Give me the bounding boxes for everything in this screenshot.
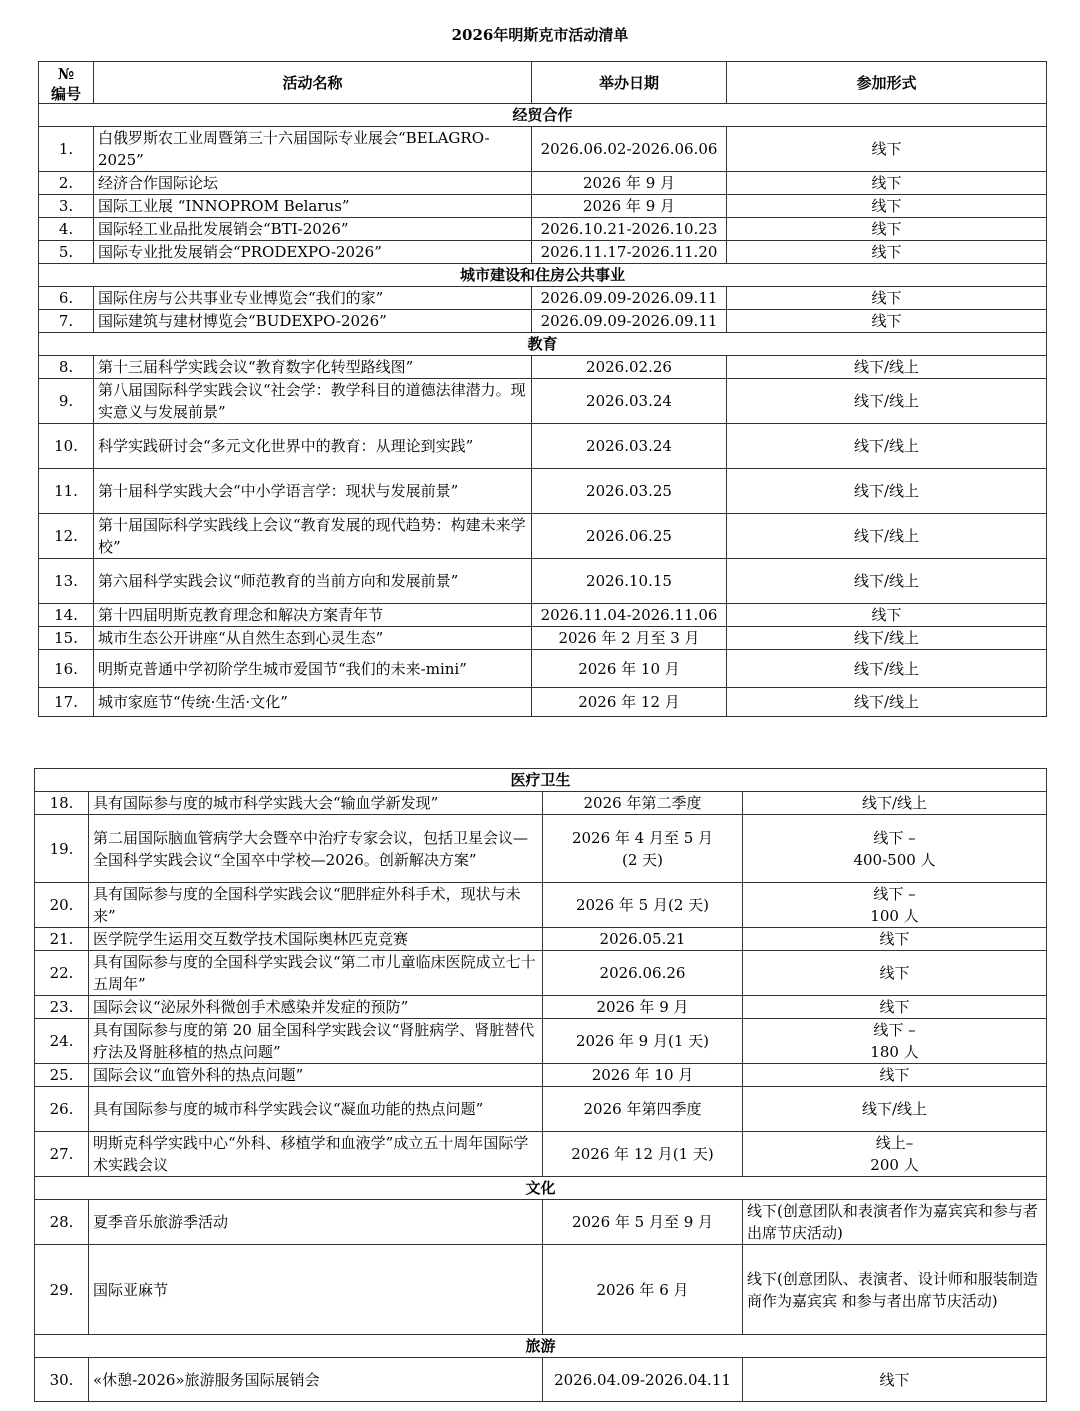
event-date: 2026.09.09-2026.09.11: [532, 287, 727, 310]
row-number: 13.: [39, 559, 94, 604]
event-date: 2026.06.25: [532, 514, 727, 559]
section-title: 医疗卫生: [35, 769, 1047, 792]
event-name: 第八届国际科学实践会议“社会学：教学科目的道德法律潜力。现实意义与发展前景”: [94, 379, 532, 424]
event-name: 国际专业批发展销会“PRODEXPO-2026”: [94, 241, 532, 264]
event-date-line-2: (2 天): [621, 850, 664, 869]
table-row: [39, 287, 1047, 310]
row-number: 26.: [35, 1087, 89, 1132]
section-title: 文化: [35, 1177, 1047, 1200]
table-row: [35, 1019, 1047, 1064]
participation-form-line-1: 线上–: [875, 1134, 914, 1152]
header-form: 参加形式: [727, 62, 1047, 104]
event-name: 城市家庭节“传统·生活·文化”: [94, 688, 532, 717]
participation-form: 线下/线上: [727, 469, 1047, 514]
header-date: 举办日期: [532, 62, 727, 104]
table-row: [39, 379, 1047, 424]
table-row: [35, 1087, 1047, 1132]
participation-form: 线下: [743, 1064, 1047, 1087]
participation-form: 线下: [743, 951, 1047, 996]
row-number: 5.: [39, 241, 94, 264]
section-row: [35, 1177, 1047, 1200]
event-name: 第十届国际科学实践线上会议“教育发展的现代趋势：构建未来学校”: [94, 514, 532, 559]
row-number: 20.: [35, 883, 89, 928]
event-date: 2026 年 9 月(1 天): [543, 1019, 743, 1064]
event-name: 具有国际参与度的全国科学实践会议“肥胖症外科手术，现状与未来”: [89, 883, 543, 928]
participation-form: 线下: [727, 218, 1047, 241]
participation-form: 线下: [727, 195, 1047, 218]
section-title: 旅游: [35, 1335, 1047, 1358]
section-row: [35, 1335, 1047, 1358]
event-date: 2026.10.21-2026.10.23: [532, 218, 727, 241]
event-name: 第十三届科学实践会议“教育数字化转型路线图”: [94, 356, 532, 379]
event-name: 第二届国际脑血管病学大会暨卒中治疗专家会议，包括卫星会议—全国科学实践会议“全国卒中学校—2026。创新解决方案”: [89, 815, 543, 883]
event-date: 2026.03.25: [532, 469, 727, 514]
row-number: 12.: [39, 514, 94, 559]
table-row: [35, 792, 1047, 815]
participation-form: 线下(创意团队、表演者、设计师和服装制造商作为嘉宾宾 和参与者出席节庆活动): [743, 1245, 1047, 1335]
participation-form: [743, 883, 1047, 928]
participation-form: 线下/线上: [727, 650, 1047, 688]
event-name: 国际工业展 “INNOPROM Belarus”: [94, 195, 532, 218]
event-name: 第六届科学实践会议“师范教育的当前方向和发展前景”: [94, 559, 532, 604]
section-title: 经贸合作: [39, 104, 1047, 127]
event-date: 2026 年 6 月: [543, 1245, 743, 1335]
event-name: 国际住房与公共事业专业博览会“我们的家”: [94, 287, 532, 310]
table-row: [35, 1358, 1047, 1402]
table-row: [39, 424, 1047, 469]
table-row: [35, 951, 1047, 996]
participation-form: 线下/线上: [727, 356, 1047, 379]
table-row: [35, 1200, 1047, 1245]
table-row: [39, 310, 1047, 333]
row-number: 30.: [35, 1358, 89, 1402]
event-name: 国际会议“泌尿外科微创手术感染并发症的预防”: [89, 996, 543, 1019]
participation-form: 线下/线上: [727, 559, 1047, 604]
row-number: 3.: [39, 195, 94, 218]
header-number-symbol: №: [57, 64, 75, 83]
row-number: 9.: [39, 379, 94, 424]
table-row: [39, 356, 1047, 379]
table-row: [39, 469, 1047, 514]
participation-form: 线下/线上: [743, 1087, 1047, 1132]
event-name: 明斯克普通中学初阶学生城市爱国节“我们的未来-mini”: [94, 650, 532, 688]
event-date: 2026.11.17-2026.11.20: [532, 241, 727, 264]
header-number: [39, 62, 94, 104]
event-name: 具有国际参与度的城市科学实践会议“凝血功能的热点问题”: [89, 1087, 543, 1132]
event-date: 2026 年 5 月至 9 月: [543, 1200, 743, 1245]
row-number: 14.: [39, 604, 94, 627]
row-number: 8.: [39, 356, 94, 379]
header-number-label: 编号: [50, 84, 81, 103]
table-row: [35, 996, 1047, 1019]
row-number: 24.: [35, 1019, 89, 1064]
row-number: 4.: [39, 218, 94, 241]
section-row: [39, 104, 1047, 127]
event-date: 2026.05.21: [543, 928, 743, 951]
section-row: [35, 769, 1047, 792]
events-table-page-2: [34, 768, 1047, 1402]
table-row: [35, 928, 1047, 951]
participation-form: 线下/线上: [727, 688, 1047, 717]
event-name: 具有国际参与度的城市科学实践大会“输血学新发现”: [89, 792, 543, 815]
participation-form: [743, 815, 1047, 883]
row-number: 16.: [39, 650, 94, 688]
event-name: 国际会议“血管外科的热点问题”: [89, 1064, 543, 1087]
participation-form: 线下(创意团队和表演者作为嘉宾宾和参与者出席节庆活动): [743, 1200, 1047, 1245]
table-row: [39, 172, 1047, 195]
row-number: 18.: [35, 792, 89, 815]
event-date: [543, 815, 743, 883]
event-date: 2026 年 10 月: [532, 650, 727, 688]
participation-form: 线下/线上: [727, 379, 1047, 424]
row-number: 21.: [35, 928, 89, 951]
event-name: 具有国际参与度的第 20 届全国科学实践会议“肾脏病学、肾脏替代疗法及肾脏移植的热点问题”: [89, 1019, 543, 1064]
participation-form: 线下: [727, 241, 1047, 264]
event-date: 2026 年 5 月(2 天): [543, 883, 743, 928]
participation-form: 线下: [727, 604, 1047, 627]
section-title: 教育: [39, 333, 1047, 356]
row-number: 2.: [39, 172, 94, 195]
event-date: 2026.10.15: [532, 559, 727, 604]
section-row: [39, 264, 1047, 287]
event-date: 2026 年 9 月: [532, 172, 727, 195]
participation-form-line-1: 线下 –: [873, 885, 916, 903]
table-header-row: [39, 62, 1047, 104]
participation-form: 线下: [727, 127, 1047, 172]
event-date: 2026.09.09-2026.09.11: [532, 310, 727, 333]
table-row: [39, 627, 1047, 650]
section-row: [39, 333, 1047, 356]
event-date: 2026 年 9 月: [532, 195, 727, 218]
event-name: 医学院学生运用交互数学技术国际奥林匹克竞赛: [89, 928, 543, 951]
table-row: [35, 1064, 1047, 1087]
participation-form-line-2: 400-500 人: [853, 850, 936, 869]
event-name: 明斯克科学实践中心“外科、移植学和血液学”成立五十周年国际学术实践会议: [89, 1132, 543, 1177]
table-row: [35, 1245, 1047, 1335]
event-date: 2026 年 2 月至 3 月: [532, 627, 727, 650]
event-name: 国际建筑与建材博览会“BUDEXPO-2026”: [94, 310, 532, 333]
participation-form-line-1: 线下 –: [873, 828, 916, 847]
table-row: [39, 195, 1047, 218]
event-date: 2026 年第四季度: [543, 1087, 743, 1132]
participation-form-line-2: 180 人: [870, 1043, 919, 1061]
event-date: 2026 年 10 月: [543, 1064, 743, 1087]
event-date: 2026.11.04-2026.11.06: [532, 604, 727, 627]
event-name: 第十届科学实践大会“中小学语言学：现状与发展前景”: [94, 469, 532, 514]
table-row: [39, 650, 1047, 688]
participation-form: 线下: [743, 996, 1047, 1019]
row-number: 10.: [39, 424, 94, 469]
document-title: 2026年明斯克市活动清单: [451, 26, 629, 44]
event-date: 2026 年 12 月(1 天): [543, 1132, 743, 1177]
participation-form: 线下: [743, 928, 1047, 951]
table-row: [39, 559, 1047, 604]
event-date: 2026.06.02-2026.06.06: [532, 127, 727, 172]
table-row: [39, 127, 1047, 172]
event-name: 国际轻工业品批发展销会“BTI-2026”: [94, 218, 532, 241]
participation-form: [743, 1132, 1047, 1177]
event-date: 2026.04.09-2026.04.11: [543, 1358, 743, 1402]
header-name: 活动名称: [94, 62, 532, 104]
event-name: 白俄罗斯农工业周暨第三十六届国际专业展会“BELAGRO-2025”: [94, 127, 532, 172]
event-date: 2026.03.24: [532, 379, 727, 424]
row-number: 27.: [35, 1132, 89, 1177]
participation-form-line-2: 200 人: [870, 1156, 919, 1174]
row-number: 17.: [39, 688, 94, 717]
row-number: 7.: [39, 310, 94, 333]
table-row: [35, 815, 1047, 883]
row-number: 11.: [39, 469, 94, 514]
event-date: 2026 年 9 月: [543, 996, 743, 1019]
event-date: 2026.06.26: [543, 951, 743, 996]
row-number: 19.: [35, 815, 89, 883]
event-name: 经济合作国际论坛: [94, 172, 532, 195]
table-row: [39, 688, 1047, 717]
event-name: 具有国际参与度的全国科学实践会议“第二市儿童临床医院成立七十五周年”: [89, 951, 543, 996]
participation-form: 线下: [727, 310, 1047, 333]
table-row: [39, 241, 1047, 264]
participation-form: 线下/线上: [743, 792, 1047, 815]
event-name: 夏季音乐旅游季活动: [89, 1200, 543, 1245]
row-number: 25.: [35, 1064, 89, 1087]
section-title: 城市建设和住房公共事业: [39, 264, 1047, 287]
participation-form: 线下: [727, 287, 1047, 310]
participation-form: 线下/线上: [727, 424, 1047, 469]
table-row: [39, 514, 1047, 559]
participation-form-line-1: 线下 –: [873, 1021, 916, 1039]
row-number: 15.: [39, 627, 94, 650]
participation-form: 线下: [727, 172, 1047, 195]
row-number: 29.: [35, 1245, 89, 1335]
event-date: 2026.02.26: [532, 356, 727, 379]
row-number: 6.: [39, 287, 94, 310]
table-row: [39, 218, 1047, 241]
table-row: [39, 604, 1047, 627]
participation-form: 线下/线上: [727, 514, 1047, 559]
participation-form-line-2: 100 人: [870, 907, 919, 925]
table-row: [35, 1132, 1047, 1177]
event-date: 2026 年 12 月: [532, 688, 727, 717]
participation-form: 线下: [743, 1358, 1047, 1402]
row-number: 23.: [35, 996, 89, 1019]
event-name: 第十四届明斯克教育理念和解决方案青年节: [94, 604, 532, 627]
event-date: 2026.03.24: [532, 424, 727, 469]
table-row: [35, 883, 1047, 928]
participation-form: 线下/线上: [727, 627, 1047, 650]
row-number: 1.: [39, 127, 94, 172]
event-name: 科学实践研讨会“多元文化世界中的教育：从理论到实践”: [94, 424, 532, 469]
event-date-line-1: 2026 年 4 月至 5 月: [571, 828, 714, 847]
events-table-page-1: [38, 61, 1047, 717]
event-name: 国际亚麻节: [89, 1245, 543, 1335]
row-number: 28.: [35, 1200, 89, 1245]
participation-form: [743, 1019, 1047, 1064]
row-number: 22.: [35, 951, 89, 996]
event-date: 2026 年第二季度: [543, 792, 743, 815]
event-name: 城市生态公开讲座“从自然生态到心灵生态”: [94, 627, 532, 650]
event-name: «休憩-2026»旅游服务国际展销会: [89, 1358, 543, 1402]
